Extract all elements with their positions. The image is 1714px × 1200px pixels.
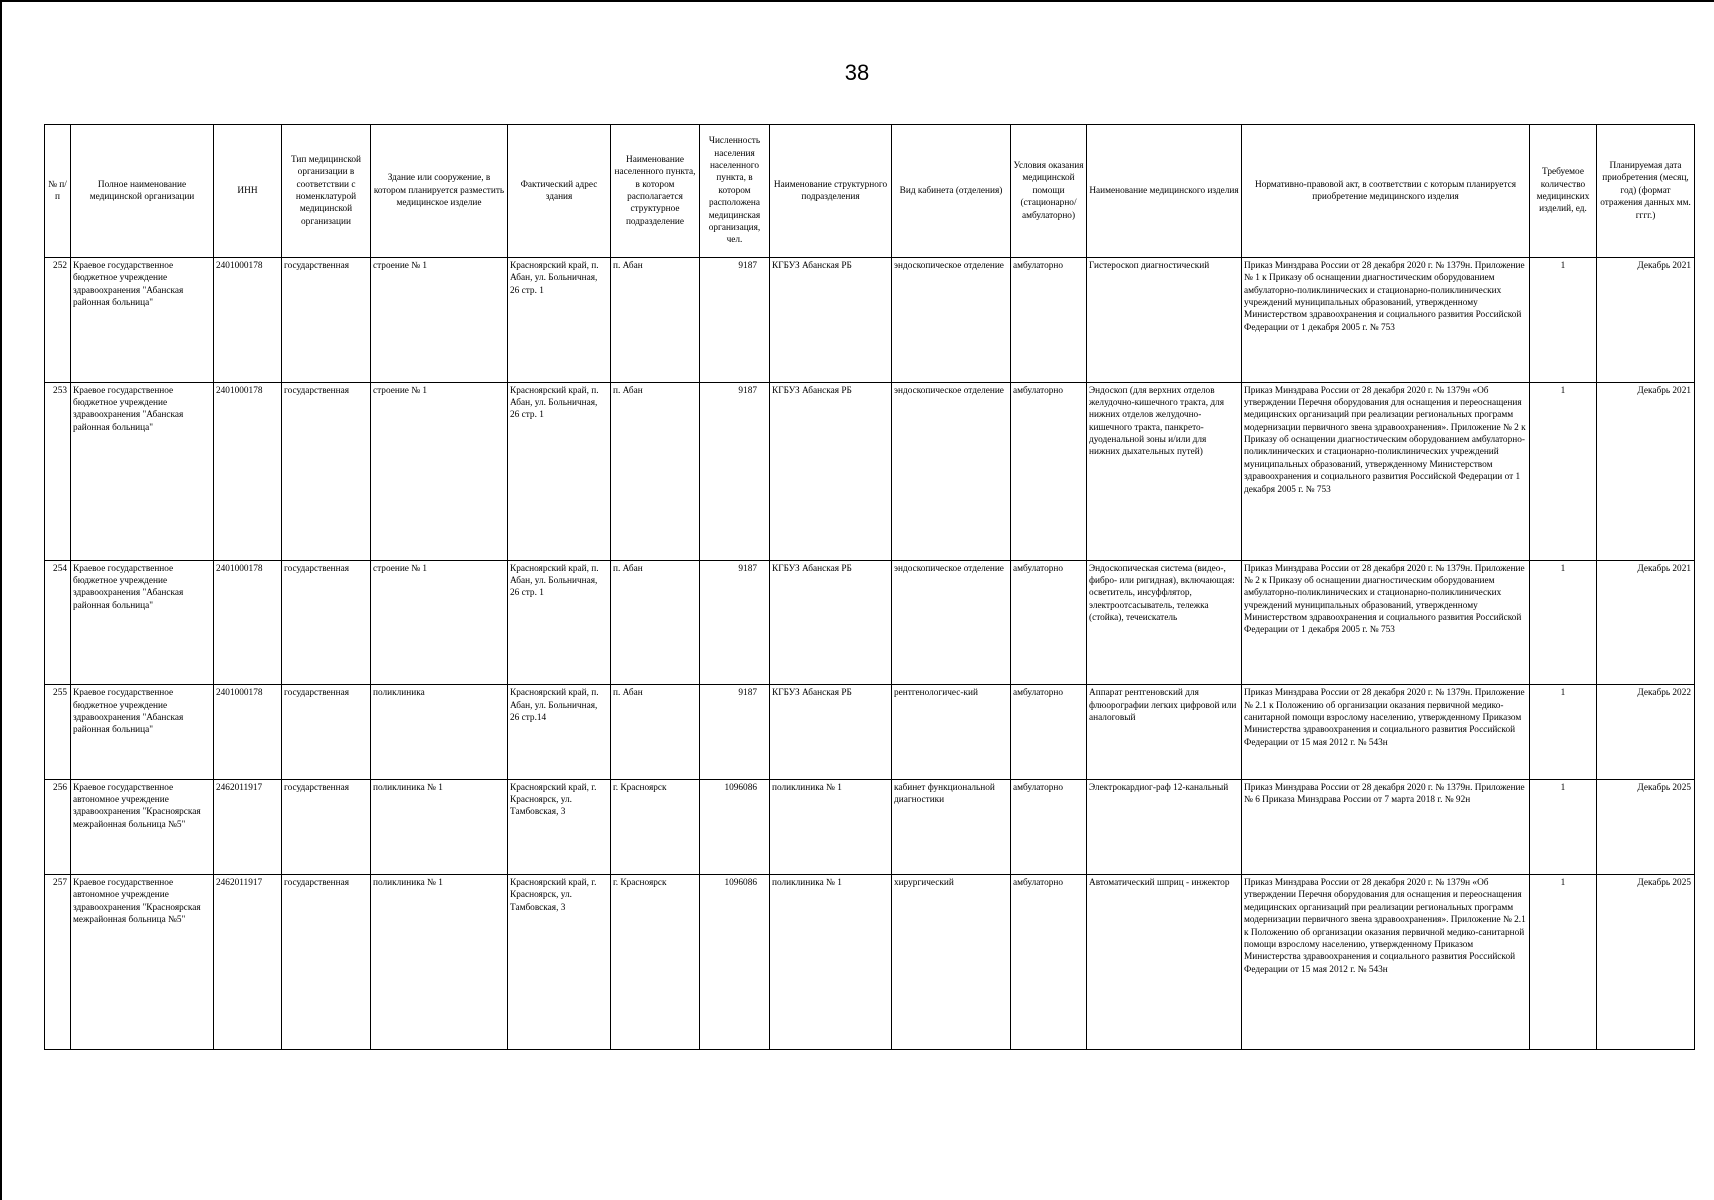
org-name: Краевое государственное бюджетное учреждение здравоохранения "Абанская районная больница"	[71, 560, 214, 685]
address: Красноярский край, п. Абан, ул. Больничная, 26 стр. 1	[508, 382, 611, 560]
inn: 2401000178	[214, 685, 282, 779]
room-type: эндоскопическое отделение	[892, 560, 1011, 685]
org-name: Краевое государственное бюджетное учреждение здравоохранения "Абанская районная больница"	[71, 382, 214, 560]
room-type: эндоскопическое отделение	[892, 258, 1011, 383]
inn: 2401000178	[214, 258, 282, 383]
row-num: 254	[45, 560, 71, 685]
col-header-building: Здание или сооружение, в котором планируется разместить медицинское изделие	[371, 125, 508, 258]
col-header-device: Наименование медицинского изделия	[1087, 125, 1242, 258]
unit: КГБУЗ Абанская РБ	[770, 382, 892, 560]
col-header-act: Нормативно-правовой акт, в соответствии с которым планируется приобретение медицинского изделия	[1242, 125, 1530, 258]
col-header-unit: Наименование структурного подразделения	[770, 125, 892, 258]
care-conditions: амбулаторно	[1011, 685, 1087, 779]
population: 9187	[700, 382, 770, 560]
col-header-population: Численность населения населенного пункта, в котором расположена медицинская организация, чел.	[700, 125, 770, 258]
unit: КГБУЗ Абанская РБ	[770, 685, 892, 779]
device-name: Электрокардиог-раф 12-канальный	[1087, 779, 1242, 874]
care-conditions: амбулаторно	[1011, 382, 1087, 560]
org-name: Краевое государственное бюджетное учреждение здравоохранения "Абанская районная больница"	[71, 685, 214, 779]
page-number: 38	[844, 60, 870, 85]
row-num: 252	[45, 258, 71, 383]
purchase-date: Декабрь 2025	[1597, 875, 1695, 1050]
table-row	[45, 875, 1695, 1050]
locality: г. Красноярск	[611, 779, 700, 874]
device-name: Эндоскоп (для верхних отделов желудочно-кишечного тракта, для нижних отделов желудочно-кишечного тракта, панкрето-дуоденальной зоны и/или для нижних дыхательных путей)	[1087, 382, 1242, 560]
population: 9187	[700, 258, 770, 383]
org-type: государственная	[282, 875, 371, 1050]
room-type: хирургический	[892, 875, 1011, 1050]
col-header-address: Фактический адрес здания	[508, 125, 611, 258]
org-name: Краевое государственное автономное учреждение здравоохранения "Красноярская межрайонная больница №5"	[71, 875, 214, 1050]
org-name: Краевое государственное автономное учреждение здравоохранения "Красноярская межрайонная больница №5"	[71, 779, 214, 874]
unit: КГБУЗ Абанская РБ	[770, 258, 892, 383]
device-name: Аппарат рентгеновский для флюорографии легких цифровой или аналоговый	[1087, 685, 1242, 779]
purchase-date: Декабрь 2021	[1597, 382, 1695, 560]
inn: 2462011917	[214, 779, 282, 874]
org-type: государственная	[282, 779, 371, 874]
care-conditions: амбулаторно	[1011, 560, 1087, 685]
legal-act: Приказ Минздрава России от 28 декабря 2020 г. № 1379н «Об утверждении Перечня оборудования для оснащения и переоснащения медицинских организаций при реализации региональных программ модернизации первичного звена здравоохранения». Приложение № 2.1 к Положению об организации оказания первичной медико-санитарной помощи взрослому населению, утвержденному Приказом Министерства здравоохранения и социального развития Российской Федерации от 15 мая 2012 г. № 543н	[1242, 875, 1530, 1050]
care-conditions: амбулаторно	[1011, 875, 1087, 1050]
org-type: государственная	[282, 560, 371, 685]
table-row	[45, 258, 1695, 383]
building: поликлиника № 1	[371, 779, 508, 874]
locality: п. Абан	[611, 560, 700, 685]
equipment-table	[44, 124, 1695, 1050]
col-header-num: № п/п	[45, 125, 71, 258]
address: Красноярский край, г. Красноярск, ул. Тамбовская, 3	[508, 875, 611, 1050]
purchase-date: Декабрь 2021	[1597, 560, 1695, 685]
locality: г. Красноярск	[611, 875, 700, 1050]
quantity: 1	[1530, 258, 1597, 383]
unit: КГБУЗ Абанская РБ	[770, 560, 892, 685]
quantity: 1	[1530, 560, 1597, 685]
address: Красноярский край, п. Абан, ул. Больничная, 26 стр. 1	[508, 258, 611, 383]
purchase-date: Декабрь 2021	[1597, 258, 1695, 383]
building: поликлиника № 1	[371, 875, 508, 1050]
address: Красноярский край, г. Красноярск, ул. Тамбовская, 3	[508, 779, 611, 874]
row-num: 255	[45, 685, 71, 779]
room-type: рентгенологичес-кий	[892, 685, 1011, 779]
care-conditions: амбулаторно	[1011, 258, 1087, 383]
population: 1096086	[700, 779, 770, 874]
org-type: государственная	[282, 258, 371, 383]
col-header-room: Вид кабинета (отделения)	[892, 125, 1011, 258]
org-name: Краевое государственное бюджетное учреждение здравоохранения "Абанская районная больница"	[71, 258, 214, 383]
table-row	[45, 560, 1695, 685]
col-header-qty: Требуемое количество медицинских изделий, ед.	[1530, 125, 1597, 258]
legal-act: Приказ Минздрава России от 28 декабря 2020 г. № 1379н. Приложение № 2 к Приказу об оснащении диагностическим оборудованием амбулаторно-поликлинических и стационарно-поликлинических учреждений муниципальных образований, утвержденному Министерством здравоохранения и социального развития Российской Федерации от 1 декабря 2005 г. № 753	[1242, 560, 1530, 685]
purchase-date: Декабрь 2022	[1597, 685, 1695, 779]
population: 1096086	[700, 875, 770, 1050]
unit: поликлиника № 1	[770, 875, 892, 1050]
org-type: государственная	[282, 382, 371, 560]
org-type: государственная	[282, 685, 371, 779]
legal-act: Приказ Минздрава России от 28 декабря 2020 г. № 1379н. Приложение № 1 к Приказу об оснащении диагностическим оборудованием амбулаторно-поликлинических и стационарно-поликлинических учреждений муниципальных образований, утвержденному Министерством здравоохранения и социального развития Российской Федерации от 1 декабря 2005 г. № 753	[1242, 258, 1530, 383]
row-num: 253	[45, 382, 71, 560]
col-header-name: Полное наименование медицинской организации	[71, 125, 214, 258]
building: строение № 1	[371, 258, 508, 383]
locality: п. Абан	[611, 258, 700, 383]
locality: п. Абан	[611, 382, 700, 560]
room-type: кабинет функциональной диагностики	[892, 779, 1011, 874]
row-num: 257	[45, 875, 71, 1050]
purchase-date: Декабрь 2025	[1597, 779, 1695, 874]
row-num: 256	[45, 779, 71, 874]
quantity: 1	[1530, 779, 1597, 874]
building: строение № 1	[371, 560, 508, 685]
legal-act: Приказ Минздрава России от 28 декабря 2020 г. № 1379н. Приложение № 2.1 к Положению об организации оказания первичной медико-санитарной помощи взрослому населению, утвержденному Приказом Министерства здравоохранения и социального развития Российской Федерации от 15 мая 2012 г. № 543н	[1242, 685, 1530, 779]
care-conditions: амбулаторно	[1011, 779, 1087, 874]
table-row	[45, 779, 1695, 874]
device-name: Эндоскопическая система (видео-, фибро- или ригидная), включающая: осветитель, инсуффлятор, электроотсасыватель, тележка (стойка), течеискатель	[1087, 560, 1242, 685]
col-header-date: Планируемая дата приобретения (месяц, год) (формат отражения данных мм. гггг.)	[1597, 125, 1695, 258]
quantity: 1	[1530, 875, 1597, 1050]
inn: 2462011917	[214, 875, 282, 1050]
legal-act: Приказ Минздрава России от 28 декабря 2020 г. № 1379н «Об утверждении Перечня оборудования для оснащения и переоснащения медицинских организаций при реализации региональных программ модернизации первичного звена здравоохранения». Приложение № 2 к Приказу об оснащении диагностическим оборудованием амбулаторно-поликлинических и стационарно-поликлинических учреждений муниципальных образований, утвержденному Министерством здравоохранения и социального развития Российской Федерации от 1 декабря 2005 г. № 753	[1242, 382, 1530, 560]
unit: поликлиника № 1	[770, 779, 892, 874]
inn: 2401000178	[214, 560, 282, 685]
table-row	[45, 685, 1695, 779]
col-header-conditions: Условия оказания медицинской помощи (стационарно/ амбулаторно)	[1011, 125, 1087, 258]
col-header-inn: ИНН	[214, 125, 282, 258]
quantity: 1	[1530, 382, 1597, 560]
building: поликлиника	[371, 685, 508, 779]
header-row	[45, 125, 1695, 258]
building: строение № 1	[371, 382, 508, 560]
legal-act: Приказ Минздрава России от 28 декабря 2020 г. № 1379н. Приложение № 6 Приказа Минздрава России от 7 марта 2018 г. № 92н	[1242, 779, 1530, 874]
population: 9187	[700, 685, 770, 779]
population: 9187	[700, 560, 770, 685]
device-name: Автоматический шприц - инжектор	[1087, 875, 1242, 1050]
address: Красноярский край, п. Абан, ул. Больничная, 26 стр.14	[508, 685, 611, 779]
room-type: эндоскопическое отделение	[892, 382, 1011, 560]
col-header-type: Тип медицинской организации в соответствии с номенклатурой медицинской организации	[282, 125, 371, 258]
col-header-locality: Наименование населенного пункта, в котором располагается структурное подразделение	[611, 125, 700, 258]
address: Красноярский край, п. Абан, ул. Больничная, 26 стр. 1	[508, 560, 611, 685]
locality: п. Абан	[611, 685, 700, 779]
device-name: Гистероскоп диагностический	[1087, 258, 1242, 383]
table-row	[45, 382, 1695, 560]
quantity: 1	[1530, 685, 1597, 779]
inn: 2401000178	[214, 382, 282, 560]
